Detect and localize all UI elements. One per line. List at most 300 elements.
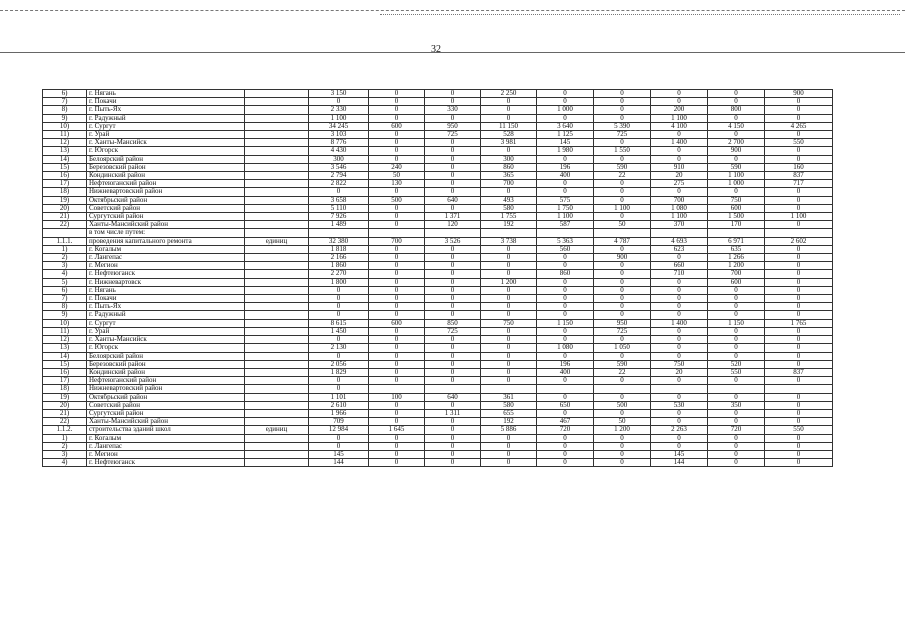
value-cell: 145 <box>309 450 369 458</box>
value-cell: 3 658 <box>309 196 369 204</box>
value-cell: 0 <box>537 114 594 122</box>
value-cell: 0 <box>651 188 708 196</box>
value-cell: 1 860 <box>309 262 369 270</box>
table-row <box>43 336 833 344</box>
value-cell: 0 <box>765 344 833 352</box>
table-row <box>43 327 833 335</box>
value-cell: 0 <box>537 155 594 163</box>
unit-cell <box>245 401 309 409</box>
value-cell: 0 <box>369 155 425 163</box>
value-cell: 0 <box>425 147 481 155</box>
value-cell: 0 <box>765 360 833 368</box>
value-cell: 1 266 <box>708 254 765 262</box>
unit-cell <box>245 254 309 262</box>
row-number-cell: 16) <box>43 368 87 376</box>
value-cell: 0 <box>369 147 425 155</box>
value-cell: 0 <box>537 450 594 458</box>
value-cell: 590 <box>594 360 651 368</box>
value-cell: 1 371 <box>425 213 481 221</box>
value-cell: 0 <box>537 295 594 303</box>
value-cell: 660 <box>651 262 708 270</box>
row-number-cell: 20) <box>43 401 87 409</box>
value-cell: 725 <box>594 327 651 335</box>
unit-cell <box>245 377 309 385</box>
unit-cell <box>245 385 309 393</box>
value-cell: 0 <box>765 204 833 212</box>
value-cell: 0 <box>537 262 594 270</box>
row-number-cell: 22) <box>43 221 87 229</box>
value-cell: 1 750 <box>537 204 594 212</box>
row-name-cell: г. Радужный <box>87 311 245 319</box>
value-cell: 0 <box>594 213 651 221</box>
unit-cell <box>245 204 309 212</box>
value-cell: 640 <box>425 196 481 204</box>
unit-cell <box>245 131 309 139</box>
value-cell: 1 100 <box>708 172 765 180</box>
value-cell: 0 <box>537 434 594 442</box>
value-cell: 0 <box>765 303 833 311</box>
value-cell: 0 <box>369 204 425 212</box>
value-cell: 3 738 <box>481 237 537 245</box>
row-name-cell: г. Урай <box>87 131 245 139</box>
value-cell: 623 <box>651 245 708 253</box>
value-cell: 580 <box>481 204 537 212</box>
value-cell: 0 <box>708 131 765 139</box>
value-cell: 0 <box>369 459 425 467</box>
value-cell: 700 <box>651 196 708 204</box>
value-cell: 0 <box>651 327 708 335</box>
value-cell <box>481 229 537 237</box>
value-cell: 600 <box>369 319 425 327</box>
value-cell: 0 <box>369 90 425 98</box>
value-cell: 145 <box>651 450 708 458</box>
unit-cell <box>245 418 309 426</box>
value-cell: 650 <box>537 401 594 409</box>
table-row <box>43 459 833 467</box>
value-cell <box>594 229 651 237</box>
unit-cell <box>245 459 309 467</box>
value-cell: 1 645 <box>369 426 425 434</box>
value-cell: 0 <box>765 409 833 417</box>
value-cell <box>765 229 833 237</box>
value-cell: 0 <box>708 98 765 106</box>
row-number-cell: 4) <box>43 270 87 278</box>
value-cell: 0 <box>594 262 651 270</box>
value-cell: 2 330 <box>309 106 369 114</box>
data-table <box>42 89 833 467</box>
value-cell: 196 <box>537 163 594 171</box>
value-cell: 720 <box>708 426 765 434</box>
value-cell: 0 <box>481 286 537 294</box>
value-cell <box>369 229 425 237</box>
value-cell: 0 <box>369 286 425 294</box>
table-row <box>43 122 833 130</box>
value-cell <box>425 385 481 393</box>
value-cell: 0 <box>369 409 425 417</box>
value-cell: 0 <box>309 377 369 385</box>
value-cell: 120 <box>425 221 481 229</box>
value-cell: 700 <box>708 270 765 278</box>
value-cell: 1 400 <box>651 139 708 147</box>
value-cell: 0 <box>765 245 833 253</box>
value-cell: 725 <box>425 131 481 139</box>
value-cell: 0 <box>708 459 765 467</box>
value-cell: 550 <box>765 426 833 434</box>
value-cell: 0 <box>481 360 537 368</box>
row-number-cell: 1.1.2. <box>43 426 87 434</box>
row-number-cell: 3) <box>43 450 87 458</box>
value-cell: 2 602 <box>765 237 833 245</box>
unit-cell <box>245 180 309 188</box>
value-cell: 0 <box>369 434 425 442</box>
value-cell: 1 500 <box>708 213 765 221</box>
table-row <box>43 98 833 106</box>
row-number-cell: 13) <box>43 344 87 352</box>
value-cell: 0 <box>765 254 833 262</box>
value-cell: 0 <box>708 295 765 303</box>
value-cell: 0 <box>765 401 833 409</box>
value-cell: 1 200 <box>481 278 537 286</box>
value-cell: 0 <box>369 98 425 106</box>
row-name-cell: г. Мегион <box>87 450 245 458</box>
value-cell: 0 <box>708 450 765 458</box>
row-name-cell: г. Мегион <box>87 262 245 270</box>
table-row <box>43 303 833 311</box>
value-cell: 0 <box>425 172 481 180</box>
value-cell: 0 <box>369 344 425 352</box>
row-number-cell: 10) <box>43 319 87 327</box>
value-cell: 640 <box>425 393 481 401</box>
value-cell: 0 <box>309 98 369 106</box>
row-name-cell: Кондинский район <box>87 368 245 376</box>
table-row <box>43 377 833 385</box>
value-cell: 370 <box>651 221 708 229</box>
row-name-cell: Кондинский район <box>87 172 245 180</box>
value-cell: 0 <box>537 336 594 344</box>
value-cell: 0 <box>765 278 833 286</box>
value-cell: 0 <box>481 344 537 352</box>
value-cell: 600 <box>708 278 765 286</box>
row-number-cell: 16) <box>43 172 87 180</box>
value-cell: 300 <box>309 155 369 163</box>
page-separator <box>0 52 905 53</box>
unit-cell <box>245 442 309 450</box>
value-cell: 0 <box>481 459 537 467</box>
value-cell: 0 <box>537 303 594 311</box>
row-name-cell: Ханты-Мансийский район <box>87 221 245 229</box>
unit-cell <box>245 393 309 401</box>
table-row <box>43 418 833 426</box>
row-number-cell: 7) <box>43 98 87 106</box>
value-cell: 0 <box>765 311 833 319</box>
table-row <box>43 221 833 229</box>
value-cell: 0 <box>425 286 481 294</box>
unit-cell <box>245 360 309 368</box>
row-number-cell: 13) <box>43 147 87 155</box>
row-name-cell: г. Покачи <box>87 295 245 303</box>
unit-cell <box>245 213 309 221</box>
value-cell: 550 <box>708 368 765 376</box>
row-number-cell: 4) <box>43 459 87 467</box>
value-cell: 0 <box>369 311 425 319</box>
value-cell: 0 <box>651 278 708 286</box>
value-cell: 0 <box>481 434 537 442</box>
value-cell: 0 <box>481 295 537 303</box>
value-cell: 0 <box>594 106 651 114</box>
value-cell: 0 <box>369 327 425 335</box>
row-number-cell: 12) <box>43 336 87 344</box>
value-cell: 0 <box>369 368 425 376</box>
value-cell: 0 <box>765 459 833 467</box>
value-cell: 2 610 <box>309 401 369 409</box>
value-cell: 4 265 <box>765 122 833 130</box>
value-cell: 0 <box>425 278 481 286</box>
value-cell: 22 <box>594 368 651 376</box>
row-name-cell: г. Пыть-Ях <box>87 106 245 114</box>
table-row <box>43 409 833 417</box>
value-cell: 0 <box>594 278 651 286</box>
value-cell: 0 <box>369 278 425 286</box>
value-cell: 0 <box>651 295 708 303</box>
value-cell: 528 <box>481 131 537 139</box>
value-cell: 1 966 <box>309 409 369 417</box>
value-cell: 12 984 <box>309 426 369 434</box>
value-cell: 0 <box>425 90 481 98</box>
value-cell: 0 <box>481 336 537 344</box>
table-row <box>43 319 833 327</box>
row-number-cell: 14) <box>43 155 87 163</box>
value-cell: 0 <box>425 336 481 344</box>
value-cell: 0 <box>765 450 833 458</box>
row-name-cell: Белоярский район <box>87 352 245 360</box>
unit-cell: единиц <box>245 237 309 245</box>
row-name-cell: г. Ханты-Мансийск <box>87 139 245 147</box>
row-name-cell: г. Югорск <box>87 344 245 352</box>
value-cell: 0 <box>369 450 425 458</box>
row-name-cell: г. Нефтеюганск <box>87 270 245 278</box>
value-cell: 0 <box>651 336 708 344</box>
value-cell: 1 100 <box>765 213 833 221</box>
value-cell: 0 <box>537 98 594 106</box>
value-cell: 700 <box>369 237 425 245</box>
value-cell: 361 <box>481 393 537 401</box>
row-number-cell: 7) <box>43 295 87 303</box>
row-name-cell: Нефтеюганский район <box>87 180 245 188</box>
value-cell: 0 <box>425 245 481 253</box>
value-cell: 8 615 <box>309 319 369 327</box>
row-name-cell: Советский район <box>87 401 245 409</box>
value-cell: 22 <box>594 172 651 180</box>
value-cell: 0 <box>594 245 651 253</box>
row-name-cell: г. Нефтеюганск <box>87 459 245 467</box>
table-row <box>43 114 833 122</box>
unit-cell <box>245 172 309 180</box>
value-cell: 0 <box>594 409 651 417</box>
value-cell: 0 <box>425 442 481 450</box>
unit-cell <box>245 270 309 278</box>
value-cell: 750 <box>708 196 765 204</box>
value-cell: 0 <box>708 155 765 163</box>
value-cell: 0 <box>708 336 765 344</box>
value-cell: 0 <box>537 278 594 286</box>
value-cell: 0 <box>537 352 594 360</box>
value-cell: 0 <box>708 286 765 294</box>
value-cell: 0 <box>594 377 651 385</box>
value-cell <box>708 229 765 237</box>
value-cell: 0 <box>425 262 481 270</box>
value-cell: 590 <box>708 163 765 171</box>
table-row <box>43 270 833 278</box>
value-cell: 500 <box>369 196 425 204</box>
value-cell: 0 <box>537 393 594 401</box>
table-row <box>43 147 833 155</box>
unit-cell <box>245 98 309 106</box>
value-cell: 0 <box>594 393 651 401</box>
value-cell: 0 <box>309 295 369 303</box>
value-cell: 4 787 <box>594 237 651 245</box>
value-cell: 1 150 <box>537 319 594 327</box>
value-cell: 0 <box>594 139 651 147</box>
table-row <box>43 426 833 434</box>
row-name-cell: г. Лангепас <box>87 442 245 450</box>
value-cell <box>765 385 833 393</box>
value-cell: 0 <box>425 204 481 212</box>
row-name-cell: Ханты-Мансийский район <box>87 418 245 426</box>
value-cell: 1 550 <box>594 147 651 155</box>
unit-cell <box>245 303 309 311</box>
value-cell: 0 <box>425 434 481 442</box>
value-cell: 0 <box>369 270 425 278</box>
value-cell: 0 <box>765 393 833 401</box>
table-body <box>43 90 833 467</box>
value-cell: 0 <box>425 360 481 368</box>
value-cell: 350 <box>708 401 765 409</box>
unit-cell <box>245 139 309 147</box>
table-row <box>43 295 833 303</box>
value-cell <box>537 229 594 237</box>
row-number-cell: 9) <box>43 311 87 319</box>
value-cell: 400 <box>537 172 594 180</box>
value-cell: 144 <box>651 459 708 467</box>
value-cell: 0 <box>537 254 594 262</box>
value-cell: 0 <box>708 188 765 196</box>
row-number-cell: 19) <box>43 196 87 204</box>
value-cell: 1 311 <box>425 409 481 417</box>
value-cell: 0 <box>651 418 708 426</box>
scan-artifact-line <box>380 14 900 15</box>
row-name-cell: г. Югорск <box>87 147 245 155</box>
value-cell: 0 <box>594 295 651 303</box>
value-cell: 0 <box>369 401 425 409</box>
value-cell: 0 <box>708 409 765 417</box>
value-cell: 0 <box>369 360 425 368</box>
row-name-cell: г. Лангепас <box>87 254 245 262</box>
row-number-cell: 22) <box>43 418 87 426</box>
value-cell: 0 <box>765 98 833 106</box>
value-cell: 0 <box>369 418 425 426</box>
value-cell: 0 <box>765 188 833 196</box>
unit-cell <box>245 295 309 303</box>
unit-cell <box>245 147 309 155</box>
row-number-cell: 6) <box>43 286 87 294</box>
value-cell: 1 050 <box>594 344 651 352</box>
row-name-cell: г. Нягань <box>87 90 245 98</box>
value-cell: 0 <box>537 409 594 417</box>
row-number-cell: 9) <box>43 114 87 122</box>
value-cell: 0 <box>309 311 369 319</box>
value-cell: 0 <box>651 286 708 294</box>
value-cell: 0 <box>765 196 833 204</box>
value-cell: 330 <box>425 106 481 114</box>
value-cell: 4 100 <box>651 122 708 130</box>
value-cell: 0 <box>481 254 537 262</box>
row-name-cell: Советский район <box>87 204 245 212</box>
value-cell: 0 <box>481 245 537 253</box>
value-cell: 493 <box>481 196 537 204</box>
value-cell: 0 <box>765 295 833 303</box>
value-cell: 0 <box>765 352 833 360</box>
table-row <box>43 188 833 196</box>
unit-cell <box>245 368 309 376</box>
row-name-cell: проведения капитального ремонта <box>87 237 245 245</box>
row-name-cell: г. Когалым <box>87 434 245 442</box>
value-cell: 0 <box>537 286 594 294</box>
value-cell: 0 <box>425 295 481 303</box>
value-cell: 0 <box>594 180 651 188</box>
value-cell: 1 489 <box>309 221 369 229</box>
value-cell: 837 <box>765 368 833 376</box>
value-cell: 0 <box>369 262 425 270</box>
value-cell: 8 776 <box>309 139 369 147</box>
value-cell: 0 <box>708 393 765 401</box>
value-cell: 0 <box>651 98 708 106</box>
value-cell: 0 <box>425 254 481 262</box>
value-cell: 0 <box>425 188 481 196</box>
value-cell: 0 <box>765 327 833 335</box>
value-cell: 0 <box>651 442 708 450</box>
value-cell: 0 <box>425 311 481 319</box>
unit-cell <box>245 311 309 319</box>
table-row <box>43 360 833 368</box>
value-cell: 0 <box>651 377 708 385</box>
value-cell: 900 <box>765 90 833 98</box>
value-cell: 0 <box>594 303 651 311</box>
row-number-cell: 17) <box>43 180 87 188</box>
value-cell: 0 <box>594 459 651 467</box>
unit-cell <box>245 450 309 458</box>
value-cell: 0 <box>765 262 833 270</box>
value-cell: 0 <box>708 327 765 335</box>
value-cell: 580 <box>481 401 537 409</box>
value-cell: 1 101 <box>309 393 369 401</box>
unit-cell <box>245 122 309 130</box>
value-cell: 1 100 <box>309 114 369 122</box>
value-cell: 1 100 <box>651 114 708 122</box>
row-number-cell: 1.1.1. <box>43 237 87 245</box>
value-cell: 0 <box>481 114 537 122</box>
value-cell: 0 <box>481 303 537 311</box>
value-cell: 655 <box>481 409 537 417</box>
value-cell: 0 <box>708 303 765 311</box>
value-cell: 275 <box>651 180 708 188</box>
row-number-cell: 6) <box>43 90 87 98</box>
value-cell: 365 <box>481 172 537 180</box>
value-cell: 170 <box>708 221 765 229</box>
table-row <box>43 106 833 114</box>
value-cell: 0 <box>765 286 833 294</box>
value-cell <box>309 229 369 237</box>
row-number-cell: 2) <box>43 442 87 450</box>
